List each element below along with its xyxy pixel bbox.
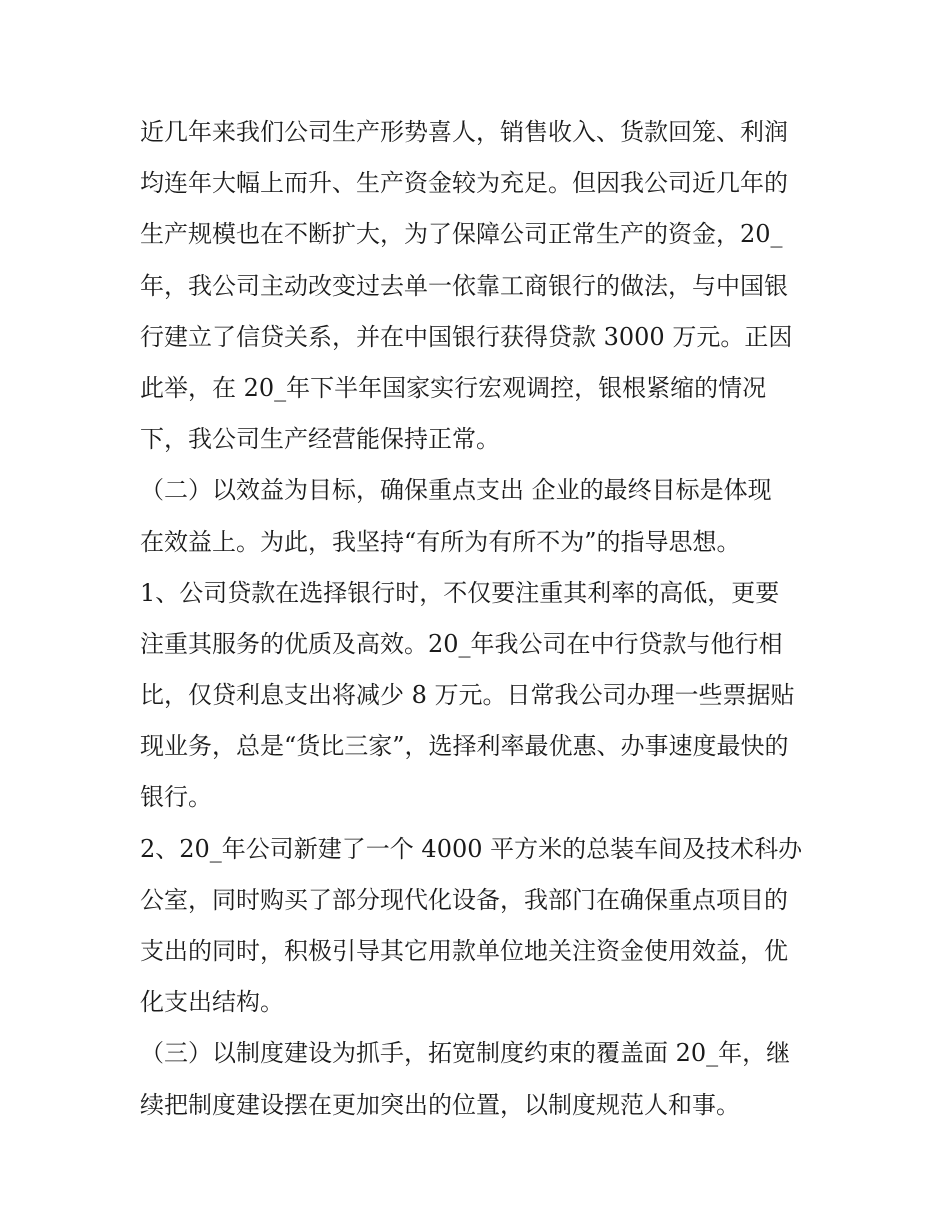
text-line-10: 1、公司贷款在选择银行时，不仅要注重其利率的高低，更要 [140,578,780,607]
text-line-19: （三）以制度建设为抓手，拓宽制度约束的覆盖面 20_年，继 [140,1039,791,1068]
text-line-18: 化支出结构。 [140,988,284,1017]
text-line-6: 此举，在 20_年下半年国家实行宏观调控，银根紧缩的情况 [140,373,767,402]
text-line-5: 行建立了信贷关系，并在中国银行获得贷款 3000 万元。正因 [140,322,793,351]
text-line-16: 公室，同时购买了部分现代化设备，我部门在确保重点项目的 [140,885,788,914]
text-line-1: 近几年来我们公司生产形势喜人，销售收入、货款回笼、利润 [140,118,788,146]
text-line-7: 下，我公司生产经营能保持正常。 [140,425,500,454]
text-line-8: （二）以效益为目标，确保重点支出 企业的最终目标是体现 [140,476,772,505]
text-line-11: 注重其服务的优质及高效。20_年我公司在中行贷款与他行相 [140,629,783,658]
text-line-3: 生产规模也在不断扩大，为了保障公司正常生产的资金，20_ [140,220,783,249]
text-line-14: 银行。 [140,783,212,812]
text-line-9: 在效益上。为此，我坚持“有所为有所不为”的指导思想。 [140,527,741,556]
text-line-12: 比，仅贷利息支出将减少 8 万元。日常我公司办理一些票据贴 [140,681,795,710]
text-line-15: 2、20_年公司新建了一个 4000 平方米的总装车间及技术科办 [140,834,803,863]
text-line-4: 年，我公司主动改变过去单一依靠工商银行的做法，与中国银 [140,271,788,300]
text-line-13: 现业务，总是“货比三家”，选择利率最优惠、办事速度最快的 [140,732,789,761]
text-line-20: 续把制度建设摆在更加突出的位置，以制度规范人和事。 [140,1090,740,1119]
body-text [140,107,820,1131]
text-line-2: 均连年大幅上而升、生产资金较为充足。但因我公司近几年的 [140,169,788,198]
text-line-17: 支出的同时，积极引导其它用款单位地关注资金使用效益，优 [140,937,788,965]
